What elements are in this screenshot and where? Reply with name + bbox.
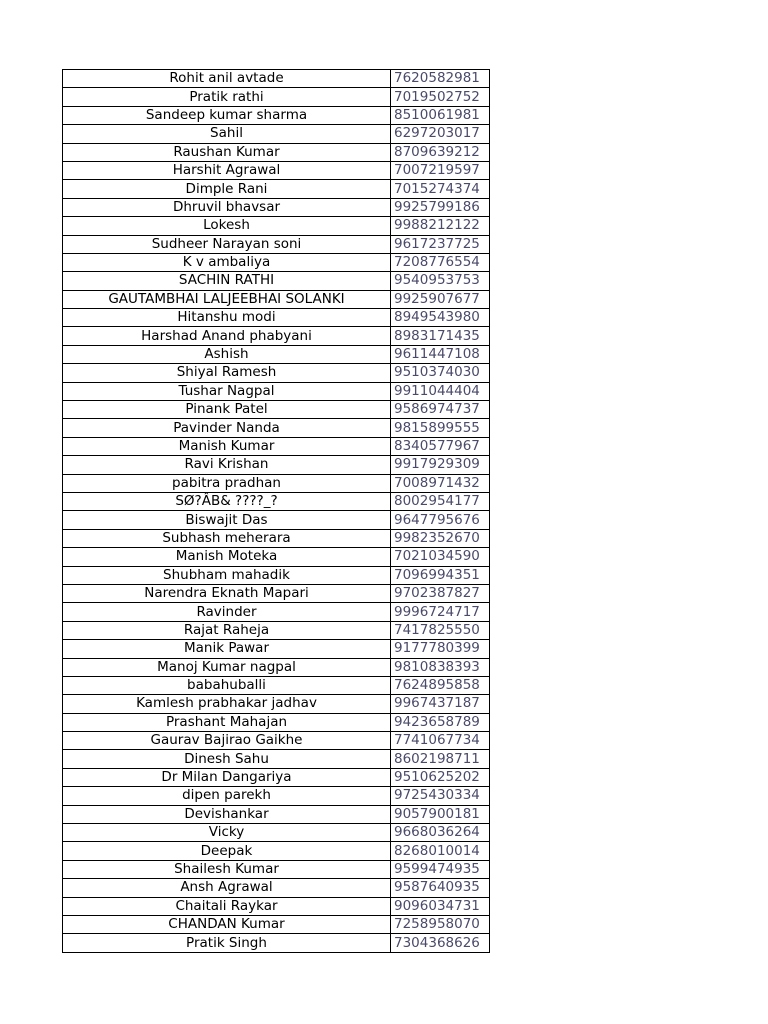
contact-phone-cell: 7304368626	[391, 934, 490, 952]
table-row	[63, 327, 490, 345]
contact-name-cell: Rohit anil avtade	[63, 70, 391, 88]
table-row	[63, 566, 490, 584]
table-row	[63, 915, 490, 933]
contact-name-cell: SACHIN RATHI	[63, 272, 391, 290]
contact-name-cell: Gaurav Bajirao Gaikhe	[63, 732, 391, 750]
table-row	[63, 180, 490, 198]
contact-name-cell: dipen parekh	[63, 787, 391, 805]
table-row	[63, 198, 490, 216]
table-row	[63, 474, 490, 492]
contact-name-cell: Ravinder	[63, 603, 391, 621]
table-row	[63, 437, 490, 455]
contact-phone-cell: 9599474935	[391, 860, 490, 878]
table-row	[63, 805, 490, 823]
contact-phone-cell: 9540953753	[391, 272, 490, 290]
contact-phone-cell: 9587640935	[391, 879, 490, 897]
contact-name-cell: Narendra Eknath Mapari	[63, 584, 391, 602]
table-row	[63, 603, 490, 621]
contact-name-cell: Devishankar	[63, 805, 391, 823]
contact-phone-cell: 9611447108	[391, 345, 490, 363]
contact-name-cell: Manish Moteka	[63, 548, 391, 566]
contact-name-cell: Manish Kumar	[63, 437, 391, 455]
contact-name-cell: Biswajit Das	[63, 511, 391, 529]
contact-name-cell: babahuballi	[63, 676, 391, 694]
table-row	[63, 235, 490, 253]
contact-name-cell: Pratik rathi	[63, 88, 391, 106]
contact-name-cell: Harshad Anand phabyani	[63, 327, 391, 345]
table-row	[63, 934, 490, 952]
contact-name-cell: Tushar Nagpal	[63, 382, 391, 400]
contact-phone-cell: 9586974737	[391, 401, 490, 419]
contact-name-cell: Chaitali Raykar	[63, 897, 391, 915]
contact-phone-cell: 7021034590	[391, 548, 490, 566]
contact-phone-cell: 9423658789	[391, 713, 490, 731]
contact-name-cell: CHANDAN Kumar	[63, 915, 391, 933]
table-row	[63, 309, 490, 327]
table-row	[63, 676, 490, 694]
table-row	[63, 548, 490, 566]
contact-phone-cell: 7258958070	[391, 915, 490, 933]
contact-phone-cell: 9925799186	[391, 198, 490, 216]
table-row	[63, 584, 490, 602]
contact-name-cell: Dimple Rani	[63, 180, 391, 198]
table-row	[63, 713, 490, 731]
table-row	[63, 217, 490, 235]
contact-name-cell: K v ambaliya	[63, 253, 391, 271]
contact-phone-cell: 9967437187	[391, 695, 490, 713]
contact-phone-cell: 7624895858	[391, 676, 490, 694]
contact-name-cell: Vicky	[63, 824, 391, 842]
table-row	[63, 456, 490, 474]
table-row	[63, 695, 490, 713]
contact-phone-cell: 8983171435	[391, 327, 490, 345]
contact-name-cell: Dinesh Sahu	[63, 750, 391, 768]
contact-phone-cell: 9510374030	[391, 364, 490, 382]
contact-name-cell: GAUTAMBHAI LALJEEBHAI SOLANKI	[63, 290, 391, 308]
contact-name-cell: Hitanshu modi	[63, 309, 391, 327]
contact-name-cell: Pavinder Nanda	[63, 419, 391, 437]
contact-phone-cell: 9510625202	[391, 768, 490, 786]
contact-phone-cell: 9911044404	[391, 382, 490, 400]
contact-phone-cell: 9647795676	[391, 511, 490, 529]
contact-phone-cell: 8340577967	[391, 437, 490, 455]
contact-name-cell: Ansh Agrawal	[63, 879, 391, 897]
contact-phone-cell: 9096034731	[391, 897, 490, 915]
contact-name-cell: Raushan Kumar	[63, 143, 391, 161]
table-row	[63, 345, 490, 363]
contact-phone-cell: 9617237725	[391, 235, 490, 253]
contact-name-cell: Lokesh	[63, 217, 391, 235]
contact-name-cell: Manik Pawar	[63, 640, 391, 658]
contact-name-cell: SØ?ÂB& ????_?	[63, 492, 391, 510]
table-row	[63, 125, 490, 143]
contact-phone-cell: 9057900181	[391, 805, 490, 823]
table-row	[63, 732, 490, 750]
contact-phone-cell: 7007219597	[391, 161, 490, 179]
contact-phone-cell: 9996724717	[391, 603, 490, 621]
contact-name-cell: Manoj Kumar nagpal	[63, 658, 391, 676]
contact-name-cell: Ravi Krishan	[63, 456, 391, 474]
contact-name-cell: Harshit Agrawal	[63, 161, 391, 179]
table-row	[63, 492, 490, 510]
table-row	[63, 364, 490, 382]
contact-name-cell: Shailesh Kumar	[63, 860, 391, 878]
table-row	[63, 768, 490, 786]
contact-name-cell: Sahil	[63, 125, 391, 143]
contact-name-cell: Prashant Mahajan	[63, 713, 391, 731]
contact-name-cell: pabitra pradhan	[63, 474, 391, 492]
contact-phone-cell: 8002954177	[391, 492, 490, 510]
contact-phone-cell: 9810838393	[391, 658, 490, 676]
table-row	[63, 658, 490, 676]
table-row	[63, 860, 490, 878]
contact-name-cell: Pinank Patel	[63, 401, 391, 419]
table-row	[63, 787, 490, 805]
table-row	[63, 824, 490, 842]
contact-phone-cell: 7008971432	[391, 474, 490, 492]
table-row	[63, 640, 490, 658]
contact-table	[62, 69, 490, 953]
table-row	[63, 106, 490, 124]
table-row	[63, 750, 490, 768]
table-row	[63, 253, 490, 271]
contact-phone-cell: 7741067734	[391, 732, 490, 750]
table-row	[63, 290, 490, 308]
table-row	[63, 529, 490, 547]
contact-phone-cell: 8602198711	[391, 750, 490, 768]
table-row	[63, 879, 490, 897]
contact-name-cell: Shubham mahadik	[63, 566, 391, 584]
contact-name-cell: Shiyal Ramesh	[63, 364, 391, 382]
contact-phone-cell: 8510061981	[391, 106, 490, 124]
contact-name-cell: Sandeep kumar sharma	[63, 106, 391, 124]
contact-name-cell: Subhash meherara	[63, 529, 391, 547]
table-row	[63, 88, 490, 106]
contact-name-cell: Dhruvil bhavsar	[63, 198, 391, 216]
contact-phone-cell: 9725430334	[391, 787, 490, 805]
table-row	[63, 161, 490, 179]
contact-phone-cell: 7417825550	[391, 621, 490, 639]
contact-phone-cell: 9988212122	[391, 217, 490, 235]
contact-phone-cell: 9917929309	[391, 456, 490, 474]
contact-phone-cell: 7015274374	[391, 180, 490, 198]
table-row	[63, 842, 490, 860]
contact-phone-cell: 8268010014	[391, 842, 490, 860]
table-row	[63, 401, 490, 419]
table-row	[63, 897, 490, 915]
table-row	[63, 143, 490, 161]
contact-phone-cell: 9177780399	[391, 640, 490, 658]
contact-phone-cell: 8709639212	[391, 143, 490, 161]
contact-phone-cell: 7096994351	[391, 566, 490, 584]
table-row	[63, 621, 490, 639]
contact-phone-cell: 7208776554	[391, 253, 490, 271]
table-row	[63, 419, 490, 437]
contact-name-cell: Rajat Raheja	[63, 621, 391, 639]
table-row	[63, 70, 490, 88]
contact-phone-cell: 7620582981	[391, 70, 490, 88]
contact-phone-cell: 9815899555	[391, 419, 490, 437]
contact-phone-cell: 6297203017	[391, 125, 490, 143]
contact-phone-cell: 9702387827	[391, 584, 490, 602]
contact-name-cell: Ashish	[63, 345, 391, 363]
contact-phone-cell: 7019502752	[391, 88, 490, 106]
contact-phone-cell: 9982352670	[391, 529, 490, 547]
contact-table-body	[63, 70, 490, 953]
contact-name-cell: Dr Milan Dangariya	[63, 768, 391, 786]
table-row	[63, 511, 490, 529]
contact-phone-cell: 8949543980	[391, 309, 490, 327]
table-row	[63, 272, 490, 290]
contact-phone-cell: 9668036264	[391, 824, 490, 842]
contact-name-cell: Deepak	[63, 842, 391, 860]
contact-name-cell: Pratik Singh	[63, 934, 391, 952]
table-row	[63, 382, 490, 400]
contact-name-cell: Kamlesh prabhakar jadhav	[63, 695, 391, 713]
contact-phone-cell: 9925907677	[391, 290, 490, 308]
contact-name-cell: Sudheer Narayan soni	[63, 235, 391, 253]
